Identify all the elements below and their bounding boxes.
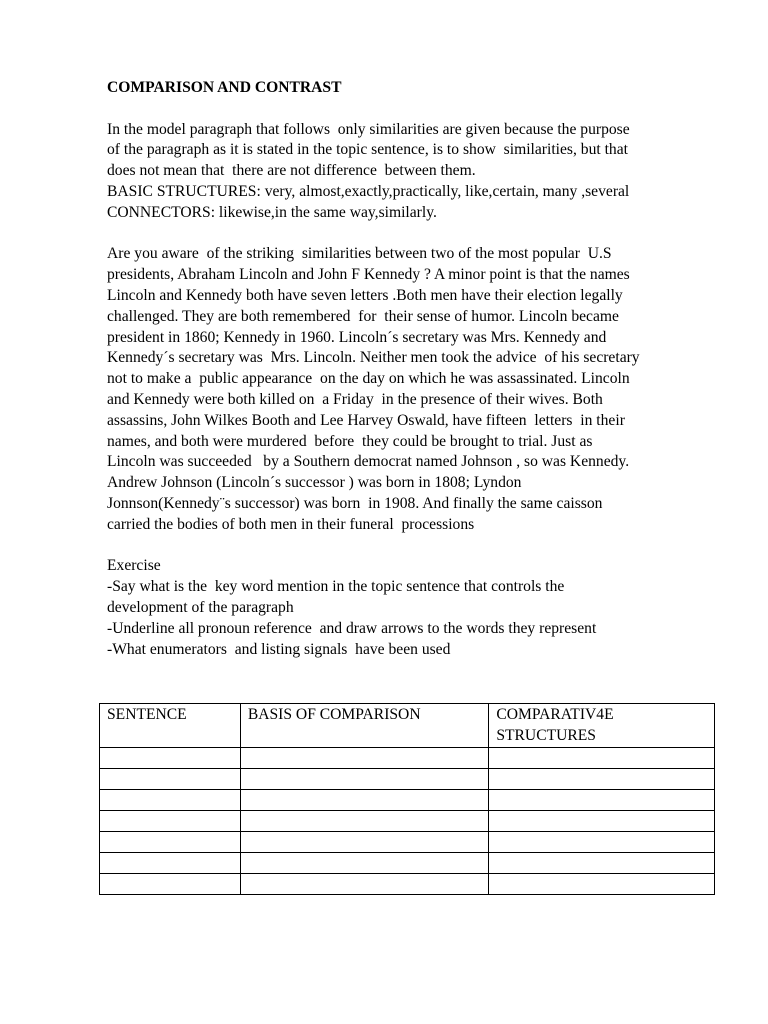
- paragraph-line: Andrew Johnson (Lincoln´s successor ) was born in 1808; Lyndon: [107, 474, 522, 492]
- paragraph-line: Kennedy´s secretary was Mrs. Lincoln. Neither men took the advice of his secretary: [107, 349, 640, 367]
- header-line: COMPARATIV4E: [496, 706, 614, 723]
- paragraph-line: Lincoln was succeeded by a Southern democrat named Johnson , so was Kennedy.: [107, 453, 630, 471]
- table-row: [100, 768, 715, 789]
- header-comparative-structures: [489, 704, 715, 748]
- paragraph-line: president in 1860; Kennedy in 1960. Lincoln´s secretary was Mrs. Kennedy and: [107, 328, 607, 346]
- paragraph-line: carried the bodies of both men in their funeral processions: [107, 515, 475, 533]
- table-cell: [489, 789, 715, 810]
- table-cell: [240, 810, 489, 831]
- paragraph-line: challenged. They are both remembered for their sense of humor. Lincoln became: [107, 307, 619, 325]
- table-row: [100, 873, 715, 894]
- comparison-table: [99, 703, 715, 895]
- table-cell: [489, 768, 715, 789]
- table-row: [100, 852, 715, 873]
- table-cell: [489, 852, 715, 873]
- paragraph-line: Lincoln and Kennedy both have seven letters .Both men have their election legally: [107, 286, 623, 304]
- exercise-section: [107, 556, 717, 660]
- table-cell: [100, 873, 241, 894]
- table-cell: [100, 831, 241, 852]
- basic-structures-line: BASIC STRUCTURES: very, almost,exactly,practically, like,certain, many ,several: [107, 182, 630, 200]
- table-cell: [489, 831, 715, 852]
- table-cell: [100, 747, 241, 768]
- spacer: [107, 224, 717, 245]
- header-line: STRUCTURES: [496, 726, 596, 744]
- intro-line: does not mean that there are not difference between them.: [107, 162, 476, 180]
- exercise-heading: Exercise: [107, 557, 161, 575]
- exercise-line: -Underline all pronoun reference and draw arrows to the words they represent: [107, 619, 597, 637]
- table-cell: [240, 768, 489, 789]
- model-paragraph: [107, 244, 717, 535]
- connectors-line: CONNECTORS: likewise,in the same way,similarly.: [107, 203, 437, 221]
- table-row: [100, 789, 715, 810]
- table-cell: [240, 873, 489, 894]
- document-title: COMPARISON AND CONTRAST: [107, 79, 342, 96]
- paragraph-line: names, and both were murdered before they could be brought to trial. Just as: [107, 432, 593, 450]
- paragraph-line: Are you aware of the striking similarities between two of the most popular U.S: [107, 245, 612, 263]
- spacer: [107, 536, 717, 557]
- table-cell: [489, 810, 715, 831]
- intro-line: In the model paragraph that follows only similarities are given because the purpose: [107, 120, 630, 138]
- exercise-line: -What enumerators and listing signals have been used: [107, 640, 451, 658]
- table-body: [100, 747, 715, 894]
- document-page: [107, 78, 717, 660]
- table-cell: [489, 747, 715, 768]
- spacer: [107, 99, 717, 120]
- table-row: [100, 810, 715, 831]
- table-row: [100, 747, 715, 768]
- table-cell: [240, 852, 489, 873]
- table-cell: [240, 831, 489, 852]
- exercise-line: -Say what is the key word mention in the topic sentence that controls the: [107, 578, 565, 596]
- exercise-line: development of the paragraph: [107, 598, 294, 616]
- table-cell: [240, 789, 489, 810]
- paragraph-line: assassins, John Wilkes Booth and Lee Harvey Oswald, have fifteen letters in their: [107, 411, 625, 429]
- intro-paragraph: [107, 120, 717, 224]
- header-sentence: SENTENCE: [100, 704, 241, 748]
- table-row: [100, 831, 715, 852]
- paragraph-line: and Kennedy were both killed on a Friday in the presence of their wives. Both: [107, 390, 603, 408]
- table-cell: [100, 768, 241, 789]
- table-cell: [240, 747, 489, 768]
- table-cell: [100, 852, 241, 873]
- table-header-row: [100, 704, 715, 748]
- table-cell: [100, 789, 241, 810]
- paragraph-line: Jonnson(Kennedy¨s successor) was born in 1908. And finally the same caisson: [107, 494, 603, 512]
- table-cell: [489, 873, 715, 894]
- intro-line: of the paragraph as it is stated in the topic sentence, is to show similarities, but that: [107, 141, 628, 159]
- paragraph-line: presidents, Abraham Lincoln and John F Kennedy ? A minor point is that the names: [107, 266, 630, 284]
- table-cell: [100, 810, 241, 831]
- header-basis-of-comparison: BASIS OF COMPARISON: [240, 704, 489, 748]
- paragraph-line: not to make a public appearance on the day on which he was assassinated. Lincoln: [107, 370, 630, 388]
